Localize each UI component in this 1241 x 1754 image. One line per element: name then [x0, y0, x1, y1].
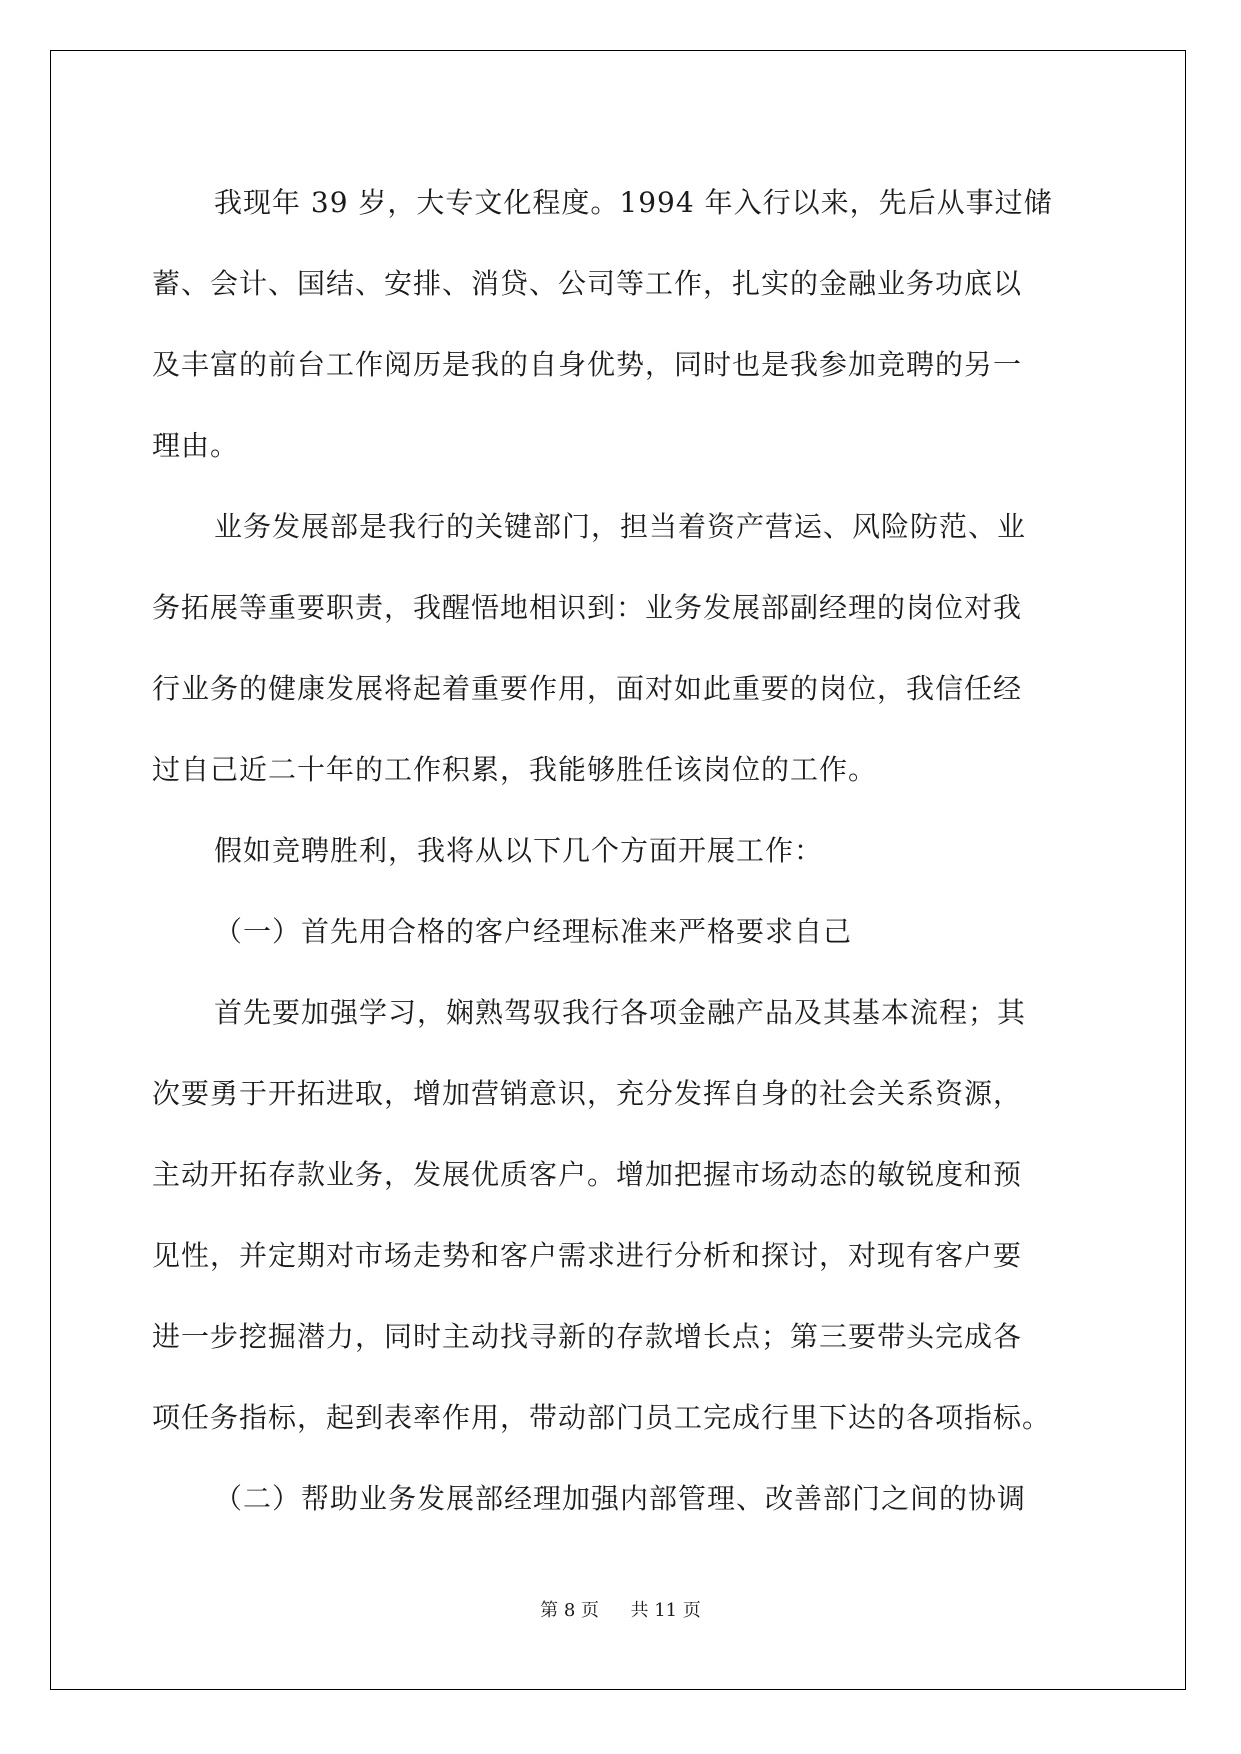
- text-line: 主动开拓存款业务，发展优质客户。增加把握市场动态的敏锐度和预: [152, 1158, 1023, 1191]
- text-line: 项任务指标，起到表率作用，带动部门员工完成行里下达的各项指标。: [152, 1401, 1052, 1434]
- text-line: 行业务的健康发展将起着重要作用，面对如此重要的岗位，我信任经: [152, 672, 1023, 705]
- text-line: 理由。: [152, 429, 240, 462]
- page-footer: [0, 1596, 1241, 1622]
- text-line: 进一步挖掘潜力，同时主动找寻新的存款增长点；第三要带头完成各: [152, 1320, 1023, 1353]
- text-line: 务拓展等重要职责，我醒悟地相识到：业务发展部副经理的岗位对我: [152, 591, 1023, 624]
- text-line: 业务发展部是我行的关键部门，担当着资产营运、风险防范、业: [214, 510, 1027, 543]
- section-heading: （一）首先用合格的客户经理标准来严格要求自己: [214, 915, 853, 948]
- text-line: 蓄、会计、国结、安排、消贷、公司等工作，扎实的金融业务功底以: [152, 267, 1023, 300]
- section-heading: （二）帮助业务发展部经理加强内部管理、改善部门之间的协调: [214, 1482, 1027, 1515]
- text-line: 我现年 39 岁，大专文化程度。1994 年入行以来，先后从事过储: [214, 186, 1053, 219]
- text-line: 见性，并定期对市场走势和客户需求进行分析和探讨，对现有客户要: [152, 1239, 1023, 1272]
- page-total: 共 11 页: [630, 1600, 701, 1621]
- text-line: 首先要加强学习，娴熟驾驭我行各项金融产品及其基本流程；其: [214, 996, 1027, 1029]
- page-number: 第 8 页: [540, 1600, 600, 1621]
- document-body: [152, 162, 1102, 1539]
- text-line: 次要勇于开拓进取，增加营销意识，充分发挥自身的社会关系资源，: [152, 1077, 1023, 1110]
- text-line: 过自己近二十年的工作积累，我能够胜任该岗位的工作。: [152, 753, 878, 786]
- text-line: 及丰富的前台工作阅历是我的自身优势，同时也是我参加竞聘的另一: [152, 348, 1023, 381]
- text-line: 假如竞聘胜利，我将从以下几个方面开展工作：: [214, 834, 824, 867]
